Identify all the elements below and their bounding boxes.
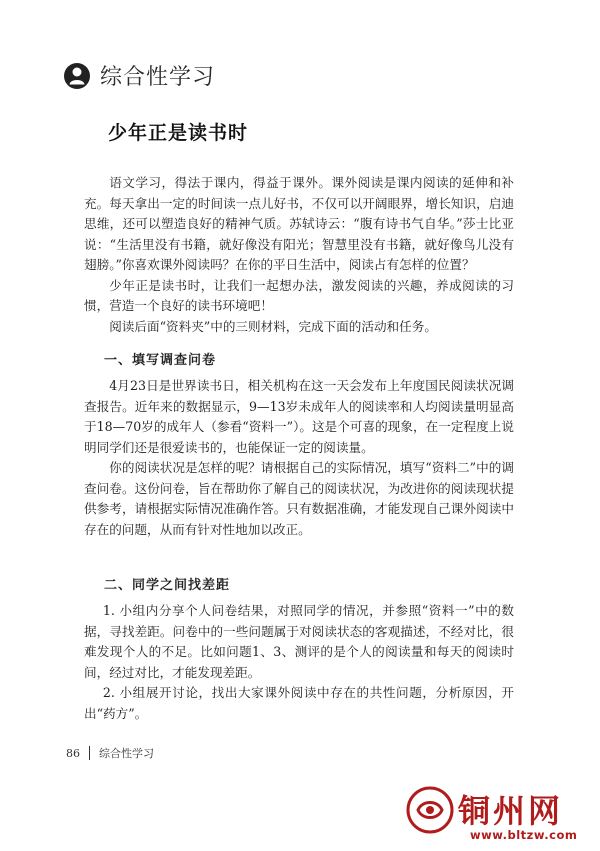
section2-item: 2. 小组展开讨论，找出大家课外阅读中存在的共性问题，分析原因，开出“药方”。: [84, 685, 514, 721]
section-title: 综合性学习: [100, 65, 216, 90]
section1-paragraph: 你的阅读状况是怎样的呢？请根据自己的实际情况，填写“资料二”中的调查问卷。这份问卷，旨在帮助你了解自己的阅读状况，为改进你的阅读现状提供参考，请根据实际情况准确作答。只有数据准确，才能发现自己课外阅读中存在的问题，从而有针对性地加以改正。: [84, 460, 514, 537]
site-logo-icon: [404, 784, 456, 836]
page-footer: [66, 745, 154, 761]
section2-heading: 二、同学之间找差距: [104, 578, 231, 593]
intro-text: [84, 173, 514, 337]
footer-label: 综合性学习: [99, 747, 154, 760]
page-title: 少年正是读书时: [108, 122, 249, 144]
intro-paragraph: 阅读后面“资料夹”中的三则材料，完成下面的活动和任务。: [109, 318, 437, 334]
person-icon: [62, 61, 92, 91]
section2-text: [84, 601, 514, 724]
footer-divider: [89, 746, 90, 760]
page-number: 86: [66, 746, 80, 760]
watermark: [404, 784, 590, 844]
section1-paragraph: 4月23日是世界读书日，相关机构在这一天会发布上年度国民阅读状况调查报告。近年来的数据显示，9—13岁未成年人的阅读率和人均阅读量明显高于18—70岁的成年人（参看“资料一”）。这是个可喜的现象，在一定程度上说明同学们还是很爱读书的，也能保证一定的阅读量。: [84, 378, 514, 455]
section2-item: 1. 小组内分享个人问卷结果，对照同学的情况，并参照“资料一”中的数据，寻找差距。问卷中的一些问题属于对阅读状态的客观描述，不经对比，很难发现个人的不足。比如问题1、3、测评的是个人的阅读量和每天的阅读时间，经过对比，才能发现差距。: [84, 603, 514, 680]
section1-text: [84, 376, 514, 540]
watermark-text: 铜州网: [458, 792, 564, 830]
intro-paragraph: 语文学习，得法于课内，得益于课外。课外阅读是课内阅读的延伸和补充。每天拿出一定的时间读一点儿好书，不仅可以开阔眼界，增长知识，启迪思维，还可以塑造良好的精神气质。苏轼诗云：“腹有诗书气自华。”莎士比亚说：“生活里没有书籍，就好像没有阳光；智慧里没有书籍，就好像鸟儿没有翅膀。”你喜欢课外阅读吗？在你的平日生活中，阅读占有怎样的位置？: [84, 175, 514, 272]
section-header: [62, 60, 215, 91]
section1-heading: 一、填写调查问卷: [104, 353, 217, 368]
watermark-url: www.bltzw.com: [470, 828, 578, 842]
intro-paragraph: 少年正是读书时，让我们一起想办法，激发阅读的兴趣，养成阅读的习惯，营造一个良好的读书环境吧！: [84, 277, 514, 313]
